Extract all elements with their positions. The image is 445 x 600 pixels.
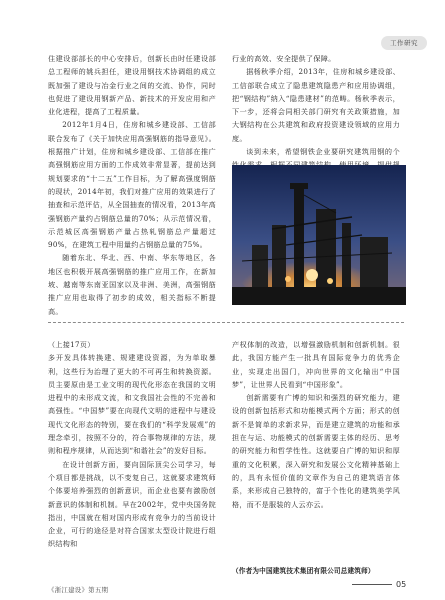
steel-plant-photo — [232, 165, 406, 305]
steel-plant-illustration — [232, 165, 406, 305]
footer-rule — [352, 584, 392, 585]
bottom-left-column — [48, 338, 216, 551]
paragraph: 随着东北、华北、西、中南、华东等地区，各地区也积极开展高强钢筋的推广应用工作，在新加坡、越南等东南亚国家以及非洲、美洲，高强钢筋推广应用也取得了初步的成效，相关指标不断提高。 — [48, 253, 216, 316]
section-tag — [381, 36, 427, 50]
page-number-block — [352, 580, 406, 589]
bottom-right-column — [232, 338, 400, 511]
author-signature: （作者为中国建筑技术集团有限公司总建筑师） — [232, 567, 375, 575]
paragraph: 行业的高效、安全提供了保障。 — [232, 54, 336, 63]
continued-note: （上接17页） — [48, 340, 95, 349]
section-tag-label: 工作研究 — [381, 36, 427, 50]
paragraph: 多开发具体转换建、规建建设资源，为为单取暴利，这些行为治理了更大的不可再生和转换资源。员主要原由是工业文明的现代化形态在我国的文明进程中的未形成文流，和文我国社会性的不完善和高强性。“中国梦”要在向现代文明的进程中与建设现代文化形态的特别，要在我们的“科学发展观”的理念牵引，按照不分的，符合事物规律的方法，规则和程序规律，从而达到“和谐社会”的发好目标。 — [48, 353, 216, 456]
paragraph: 产权体制的改造，以增强激励机制和创新机制。很此，我国方能产生一批具有国际竞争力的优秀企业，实现走出国门，冲向世界的文化输出“中国梦”，让世界人民看到“中国形象”。 — [232, 340, 400, 389]
paragraph: 2012年1月4日，住房和城乡建设部、工信部联合发布了《关于加快应用高强钢筋的指导意见》。根据推广计划，住房和城乡建设部、工信部在推广高强钢筋应用方面的工作成效非常显著，提前达到规划要求的“十二五”工作目标，为了解高强度钢筋的现状，2014年初，我们对推广应用的效果进行了抽查和示范评估，从全国抽查的情况看，2013年高强钢筋产量约占钢筋总量的70%；从示范情况看，示范城区高强钢筋产量占热轧钢筋总产量超过90%，在建筑工程中用量约占钢筋总量的75%。 — [48, 120, 216, 250]
journal-issue: 《浙江建设》第五期 — [48, 586, 109, 594]
section-divider — [48, 322, 404, 323]
paragraph: 据杨秋季介绍，2013年，住房和城乡建设部、工信部联合成立了隐患建筑隐患产和应用协调组，把“钢结构”纳入“隐患建材”的范畴。杨秋季表示，下一步，还将会同相关部门研究有关政策措施，加大钢结构在公共建筑和政府投资建设领域的应用力度。 — [232, 67, 400, 143]
paragraph: 住建设部部长的中心安排后，创新长由时任建设部总工程师的姚兵担任，建设用钢技术协调组的成立既加强了建设与冶金行业之间的交流、协作，同时也促进了建设用钢新产品、新技术的开发应用和产业化进程，提高了工程质量。 — [48, 54, 216, 117]
paragraph: 谈到未来，希望钢铁企业要研究建筑用钢的个 — [246, 147, 400, 157]
paragraph: 创新需要有广博的知识和强烈的研究能力，建设的创新包括形式和功能模式两个方面；形式的创新不是简单的求新求异，而是建立建筑的功能和承担在与运、功能模式的创新需要主体的经历、思考的研究能力和哲学性性。这就要自广博的知识和厚重的文化积累，深入研究和发展公文化精神基础上的，具有永恒价值的文章作为自己的建筑语言体系，来形成自己独特的，富于个性化的建筑美学风格，而不是服装的人云亦云。 — [232, 393, 400, 509]
top-left-column — [48, 52, 216, 318]
page-number: 05 — [396, 580, 407, 589]
paragraph: 在设计创新方面，要向国际顶尖公司学习，每个项目都是挑战，以不变复自己，这就要求建筑师个体要培养强烈的创新意识，而企业也要有激励创新意识的体制和机制。早在2002年，党中央国务院指出，中国就在相对国内形成有竞争力的当前设计企业，可行的途径是对符合国家太型设计院进行组织结构和 — [48, 459, 216, 549]
